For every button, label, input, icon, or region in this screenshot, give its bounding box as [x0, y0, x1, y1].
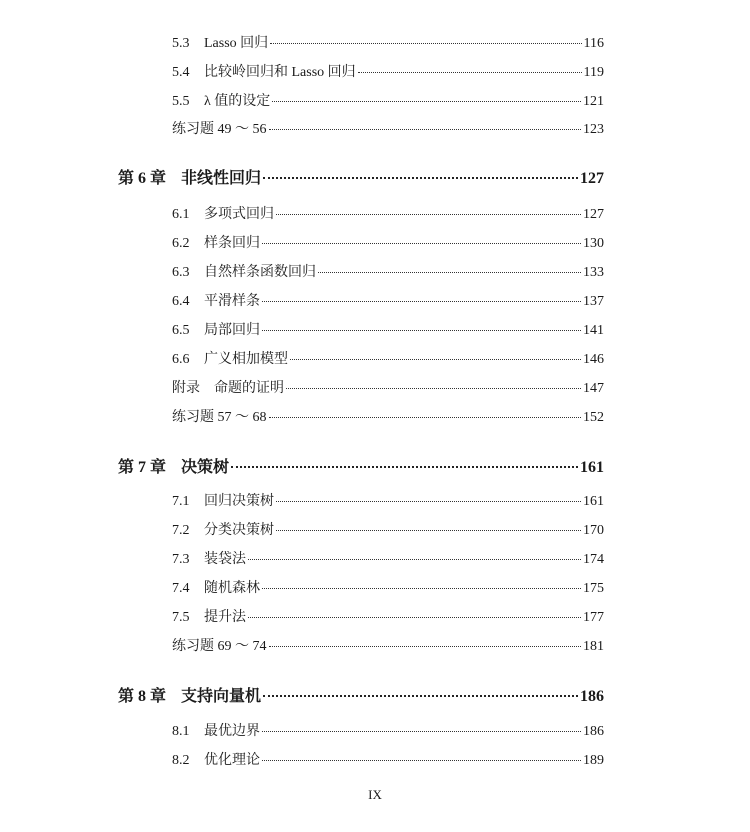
chapter-number: 第 6 章: [118, 170, 167, 187]
dot-leader: [262, 760, 581, 761]
chapter-number: 第 7 章: [118, 459, 167, 476]
page-number: 161: [583, 494, 604, 509]
page-number: 175: [583, 581, 604, 596]
entry-title: 回归决策树: [204, 494, 274, 509]
section-number: 7.5: [172, 610, 190, 625]
entry-title: λ 值的设定: [204, 94, 271, 109]
entry-title: 练习题 57 ～ 68: [172, 410, 267, 425]
toc-chapter-entry[interactable]: [118, 683, 604, 706]
page-number: 133: [583, 265, 604, 280]
page-number: 186: [580, 688, 604, 705]
page-folio: IX: [368, 787, 382, 802]
page-number: 119: [583, 65, 604, 80]
toc-entry[interactable]: [172, 90, 604, 110]
section-number: 7.3: [172, 552, 190, 567]
page-number: 116: [583, 36, 604, 51]
entry-title: 多项式回归: [204, 207, 274, 222]
page-number: 161: [580, 459, 604, 476]
section-number: 5.4: [172, 65, 190, 80]
entry-title: 比较岭回归和 Lasso 回归: [204, 65, 356, 80]
entry-title: 平滑样条: [204, 294, 260, 309]
toc-entry[interactable]: [172, 548, 604, 568]
toc-entry[interactable]: [172, 749, 604, 769]
toc-entry[interactable]: [172, 348, 604, 368]
section-number: 5.3: [172, 36, 190, 51]
dot-leader: [270, 43, 581, 44]
toc-entry[interactable]: [172, 606, 604, 626]
dot-leader: [262, 731, 581, 732]
page-number: 127: [580, 170, 604, 187]
section-number: 7.2: [172, 523, 190, 538]
dot-leader: [269, 417, 582, 418]
dot-leader: [272, 101, 581, 102]
toc-chapter-entry[interactable]: [118, 165, 604, 188]
toc-chapter-entry[interactable]: [118, 454, 604, 477]
toc-entry[interactable]: [172, 290, 604, 310]
entry-title: Lasso 回归: [204, 36, 269, 51]
dot-leader: [276, 530, 581, 531]
dot-leader: [262, 243, 581, 244]
dot-leader: [262, 330, 581, 331]
toc-entry-appendix[interactable]: [172, 377, 604, 397]
entry-title: 练习题 49 ～ 56: [172, 122, 267, 137]
toc-entry[interactable]: [172, 577, 604, 597]
page-number: 181: [583, 639, 604, 654]
dot-leader: [276, 214, 581, 215]
entry-title: 广义相加模型: [204, 352, 288, 367]
dot-leader: [231, 466, 578, 468]
toc-entry-exercises[interactable]: [172, 406, 604, 426]
chapter-title: 决策树: [181, 459, 230, 476]
page-number: 123: [583, 122, 604, 137]
section-number: 7.4: [172, 581, 190, 596]
section-number: 7.1: [172, 494, 190, 509]
page-number: 141: [583, 323, 604, 338]
toc-entry[interactable]: [172, 232, 604, 252]
entry-title: 附录 命题的证明: [172, 381, 284, 396]
dot-leader: [276, 501, 581, 502]
dot-leader: [318, 272, 581, 273]
section-number: 8.1: [172, 724, 190, 739]
entry-title: 装袋法: [204, 552, 246, 567]
section-number: 6.1: [172, 207, 190, 222]
toc-entry-exercises[interactable]: [172, 118, 604, 138]
dot-leader: [269, 129, 582, 130]
entry-title: 样条回归: [204, 236, 260, 251]
page-number: 189: [583, 753, 604, 768]
page-number: 146: [583, 352, 604, 367]
toc-entry[interactable]: [172, 720, 604, 740]
entry-title: 自然样条函数回归: [204, 265, 316, 280]
dot-leader: [248, 559, 581, 560]
entry-title: 优化理论: [204, 753, 260, 768]
toc-entry[interactable]: [172, 203, 604, 223]
page-number: 177: [583, 610, 604, 625]
page-number: 130: [583, 236, 604, 251]
section-number: 6.5: [172, 323, 190, 338]
dot-leader: [248, 617, 581, 618]
page-number: 152: [583, 410, 604, 425]
entry-title: 练习题 69 ～ 74: [172, 639, 267, 654]
section-number: 6.4: [172, 294, 190, 309]
dot-leader: [290, 359, 581, 360]
page-number: 174: [583, 552, 604, 567]
entry-title: 最优边界: [204, 724, 260, 739]
entry-title: 提升法: [204, 610, 246, 625]
dot-leader: [262, 301, 581, 302]
entry-title: 分类决策树: [204, 523, 274, 538]
entry-title: 局部回归: [204, 323, 260, 338]
dot-leader: [262, 588, 581, 589]
page-number: 137: [583, 294, 604, 309]
dot-leader: [263, 695, 578, 697]
chapter-number: 第 8 章: [118, 688, 167, 705]
section-number: 6.3: [172, 265, 190, 280]
dot-leader: [286, 388, 581, 389]
chapter-title: 支持向量机: [181, 688, 262, 705]
toc-entry-exercises[interactable]: [172, 635, 604, 655]
toc-entry[interactable]: [172, 32, 604, 52]
dot-leader: [269, 646, 582, 647]
section-number: 6.2: [172, 236, 190, 251]
toc-entry[interactable]: [172, 61, 604, 81]
page-number: 121: [583, 94, 604, 109]
section-number: 5.5: [172, 94, 190, 109]
page-number: 147: [583, 381, 604, 396]
section-number: 8.2: [172, 753, 190, 768]
page-number: 127: [583, 207, 604, 222]
section-number: 6.6: [172, 352, 190, 367]
toc-entry[interactable]: [172, 319, 604, 339]
entry-title: 随机森林: [204, 581, 260, 596]
page-number: 186: [583, 724, 604, 739]
dot-leader: [358, 72, 582, 73]
toc-entry[interactable]: [172, 490, 604, 510]
dot-leader: [263, 177, 578, 179]
toc-entry[interactable]: [172, 261, 604, 281]
page-number: 170: [583, 523, 604, 538]
chapter-title: 非线性回归: [181, 170, 262, 187]
toc-entry[interactable]: [172, 519, 604, 539]
